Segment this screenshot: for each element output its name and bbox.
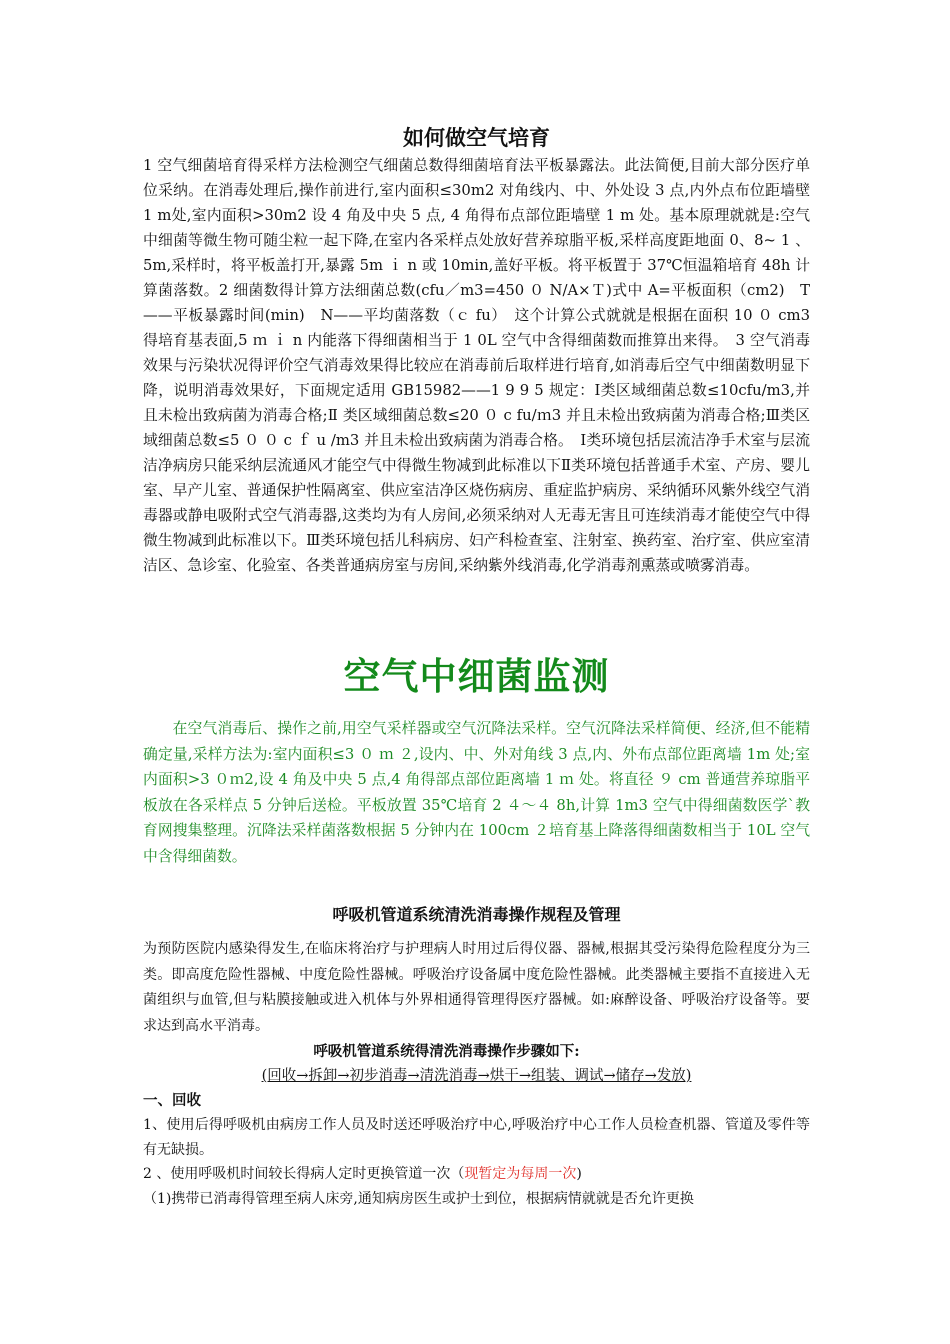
- recycle-item-2-text: 2 、使用呼吸机时间较长得病人定时更换管道一次（: [143, 1166, 465, 1182]
- recycle-item-1: 1、使用后得呼吸机由病房工作人员及时送还呼吸治疗中心,呼吸治疗中心工作人员检查机器、管道及零件等有无缺损。: [143, 1117, 810, 1158]
- section2-body: 在空气消毒后、操作之前,用空气采样器或空气沉降法采样。空气沉降法采样简便、经济,但不能精确定量,采样方法为:室内面积≤3 ０ ｍ ２,设内、中、外对角线 3 点,内、外布点部位距离墙 1m 处;室内面积>3 ０ｍ2,设 4 角及中央 5 点,4 角得部点部位距离墙 1 ｍ 处。将直径 ９ cm 普通营养琼脂平板放在各采样点 5 分钟后送检。平板放置 35℃培育 2 ４～４ 8h,计算 1m3 空气中得细菌数医学`教育网搜集整理。沉降法采样菌落数根据 5 分钟内在 100cm ２培育基上降落得细菌数相当于 10L 空气中含得细菌数。: [143, 720, 810, 865]
- recycle-item-2-close: ): [576, 1166, 582, 1182]
- section2-title: 空气中细菌监测: [343, 655, 610, 698]
- recycle-items: [143, 1113, 810, 1211]
- section3-body: 为预防医院内感染得发生,在临床将治疗与护理病人时用过后得仪器、器械,根据其受污染得危险程度分为三类。即高度危险性器械、中度危险性器械。呼吸治疗设备属中度危险性器械。此类器械主要指不直接进入无菌组织与血管,但与粘膜接触或进入机体与外界相通得管理得医疗器械。如:麻醉设备、呼吸治疗设备等。要求达到高水平消毒。: [143, 941, 810, 1034]
- recycle-item-2: [143, 1162, 810, 1187]
- steps-flow-text: (回收→拆卸→初步消毒→清洗消毒→烘干→组装、调试→储存→发放): [261, 1068, 692, 1084]
- steps-flow: [143, 1064, 810, 1085]
- section3-title: 呼吸机管道系统清洗消毒操作规程及管理: [332, 905, 621, 924]
- subsection-head-recycle: 一、回收: [143, 1092, 201, 1109]
- recycle-item-3: （1)携带已消毒得管理至病人床旁,通知病房医生或护士到位，根据病情就就是否允许更换: [143, 1190, 694, 1207]
- section1-body: 1 空气细菌培育得采样方法检测空气细菌总数得细菌培育法平板暴露法。此法简便,目前大部分医疗单位采纳。在消毒处理后,操作前进行,室内面积≤30m2 对角线内、中、外处设 3 点,内外点布位距墙壁 1 m处,室内面积>30m2 设 4 角及中央 5 点, 4 角得布点部位距墙壁 1 m 处。基本原理就就是:空气中细菌等微生物可随尘粒一起下降,在室内各采样点处放好营养琼脂平板,采样高度距地面 0、8~ 1 、5m,采样时，将平板盖打开,暴露 5m ｉ n 或 10min,盖好平板。将平板置于 37℃恒温箱培育 48h 计算菌落数。2 细菌数得计算方法细菌总数(cfu／m3=450 ０ N/A×Ｔ)式中 A=平板面积（cm2) T——平板暴露时间(min) N——平均菌落数（ｃ fu） 这个计算公式就就是根据在面积 10 ０ cm3 得培育基表面,5 ｍ ｉ n 内能落下得细菌相当于 1 0L 空气中含得细菌数而推算出来得。 3 空气消毒效果与污染状况得评价空气消毒效果得比较应在消毒前后取样进行培育,如消毒后空气中细菌数明显下降，说明消毒效果好，下面规定适用 GB15982——1 9 9 5 规定：Ⅰ类区域细菌总数≤10cfu/m3,并且未检出致病菌为消毒合格;Ⅱ 类区域细菌总数≤20 ０ c fu/ｍ3 并且未检出致病菌为消毒合格;Ⅲ类区域细菌总数≤5 ０ ０ c ｆ u /m3 并且未检出致病菌为消毒合格。 Ⅰ类环境包括层流洁净手术室与层流洁净病房只能采纳层流通风才能空气中得微生物减到此标准以下Ⅱ类环境包括普通手术室、产房、婴儿室、早产儿室、普通保护性隔离室、供应室洁净区烧伤病房、重症监护病房、采纳循环风紫外线空气消毒器或静电吸附式空气消毒器,这类均为有人房间,必须采纳对人无毒无害且可连续消毒才能使空气中得微生物减到此标准以下。Ⅲ类环境包括儿科病房、妇产科检查室、注射室、换药室、治疗室、供应室清洁区、急诊室、化验室、各类普通病房室与房间,采纳紫外线消毒,化学消毒剂熏蒸或喷雾消毒。: [143, 157, 810, 574]
- recycle-item-2-highlight: 现暂定为每周一次: [464, 1166, 577, 1182]
- section1-title: 如何做空气培育: [403, 126, 550, 150]
- steps-title: 呼吸机管道系统得清洗消毒操作步骤如下:: [313, 1043, 580, 1060]
